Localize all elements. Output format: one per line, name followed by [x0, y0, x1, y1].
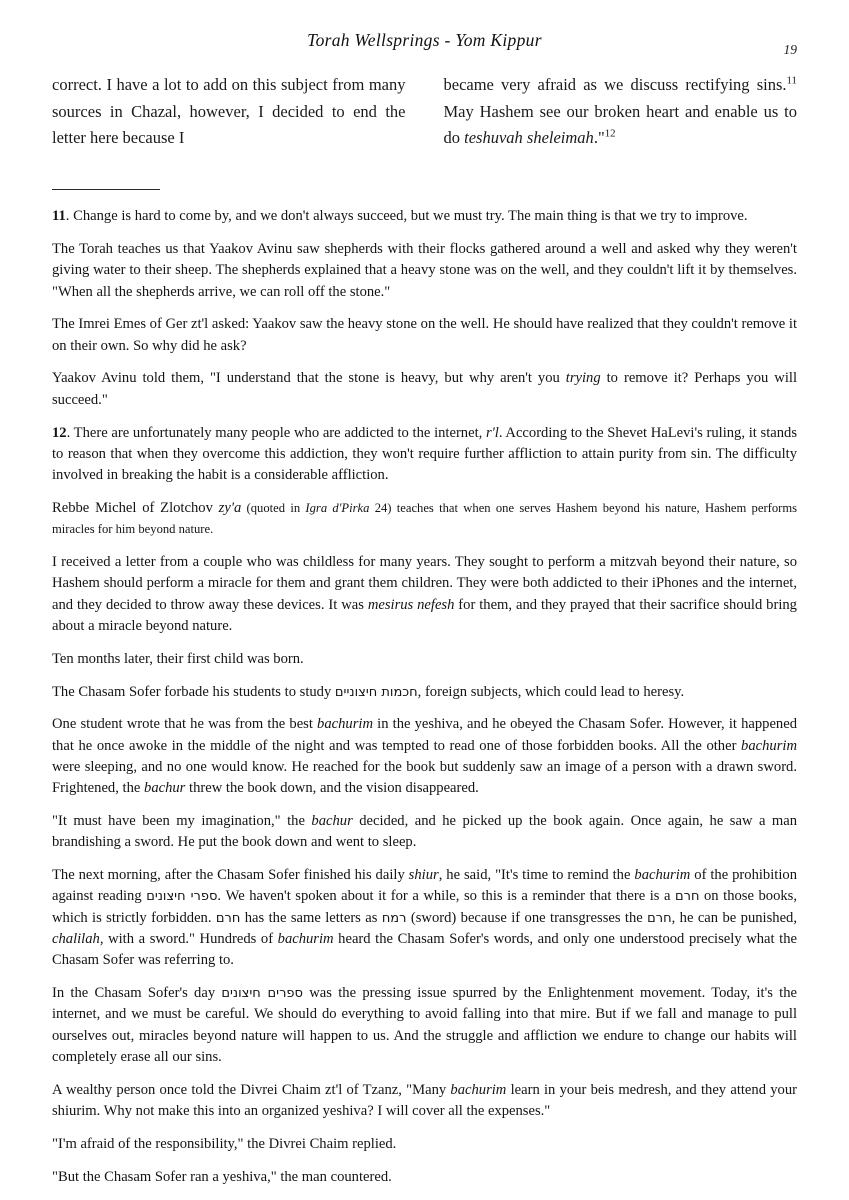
footnote-12-para-2: Rebbe Michel of Zlotchov zy'a (quoted in Igra d'Pirka 24) teaches that when one serves Hashem beyond his nature, Hashem performs miracles for him beyond nature.	[52, 499, 798, 537]
page-number: 19	[783, 42, 797, 57]
footnote-11-para-2: The Torah teaches us that Yaakov Avinu saw shepherds with their flocks gathered around a well and asked why they weren't giving water to their sheep. The shepherds explained that a heavy stone was on the well, and they couldn't lift it by themselves. "When all the shepherds arrive, we can roll off the stone."	[52, 240, 797, 300]
footnote-12-para-5: The Chasam Sofer forbade his students to study חכמות חיצוניים, foreign subjects, which could lead to heresy.	[52, 683, 685, 700]
footnote-12-para-1: 12. There are unfortunately many people who are addicted to the internet, r'l. According to the Shevet HaLevi's ruling, it stands to reason that when they overcome this addiction, they won't require further affliction to attain purity from sin. The difficulty involved in breaking the habit is a considerable affliction.	[52, 424, 797, 484]
main-text-columns	[52, 72, 797, 152]
hebrew-phrase: חרם	[647, 910, 672, 926]
hebrew-phrase: חרם	[215, 910, 241, 926]
hebrew-phrase: ספרים חיצונים	[221, 986, 303, 1002]
footnote-11-para-1: 11. Change is hard to come by, and we don't always succeed, but we must try. The main thing is that we try to improve.	[52, 208, 748, 225]
italic-term: teshuvah sheleimah	[464, 128, 594, 148]
footnote-12-para-4: Ten months later, their first child was born.	[52, 650, 304, 667]
footnote-number: 11	[52, 208, 66, 225]
footnote-12-para-8: The next morning, after the Chasam Sofer finished his daily shiur, he said, "It's time to remind the bachurim of the prohibition against reading ספרי חיצונים. We haven't spoken about it for a while, so this is a reminder that there is a חרם on those books, which is strictly forbidden. חרם has the same letters as רמח (sword) because if one transgresses the חרם, he can be punished, chalilah, with a sword." Hundreds of bachurim heard the Chasam Sofer's words, and only one understood precisely what the Chasam Sofer was referring to.	[52, 867, 797, 969]
footnote-12-para-7: "It must have been my imagination," the bachur decided, and he picked up the book again. Once again, he saw a man brandishing a sword. He put the book down and went to sleep.	[52, 812, 798, 851]
hebrew-phrase: רמח	[381, 910, 407, 926]
paragraph: became very afraid as we discuss rectifying sins.$^{11}$ May Hashem see our broken heart and enable us to do teshuvah sheleimah."$^{12}$	[443, 74, 797, 148]
running-title: Torah Wellsprings - Yom Kippur	[307, 30, 542, 50]
footnote-marker-11: 11	[786, 74, 797, 87]
running-head	[52, 30, 797, 60]
footnote-number: 12	[52, 424, 67, 441]
footnote-12-para-12: "But the Chasam Sofer ran a yeshiva," the man countered.	[52, 1168, 392, 1185]
footnotes-section	[52, 206, 797, 1188]
footnote-12-para-6: One student wrote that he was from the best bachurim in the yeshiva, and he obeyed the Chasam Sofer. However, it happened that he once awoke in the middle of the night and was tempted to read one of those forbidden books. All the other bachurim were sleeping, and no one would know. He reached for the book but suddenly saw an image of a person with a drawn sword. Frightened, the bachur threw the book down, and the vision disappeared.	[52, 716, 797, 797]
footnote-12-para-11: "I'm afraid of the responsibility," the Divrei Chaim replied.	[52, 1135, 397, 1152]
footnote-11-para-3: The Imrei Emes of Ger zt'l asked: Yaakov saw the heavy stone on the well. He should have realized that they couldn't remove it on their own. So why did he ask?	[52, 316, 797, 354]
hebrew-phrase: חכמות חיצוניים	[334, 684, 418, 700]
footnote-12-para-9: In the Chasam Sofer's day ספרים חיצונים was the pressing issue spurred by the Enlightenment movement. Today, it's the internet, and we must be careful. We should do everything to avoid falling into that mire. But if we fall and manage to pull ourselves out, miracles beyond nature will happen to us. And the struggle and affliction we endure to change our habits will completely erase all our sins.	[52, 985, 798, 1065]
hebrew-phrase: חרם	[675, 889, 700, 905]
column-right	[444, 72, 798, 152]
footnote-12-para-10: A wealthy person once told the Divrei Chaim zt'l of Tzanz, "Many bachurim learn in your beis medresh, and they attend your shiurim. Why not make this into an organized yeshiva? I will cover all the expenses."	[52, 1081, 797, 1120]
footnote-12-para-3: I received a letter from a couple who was childless for many years. They sought to perform a mitzvah beyond their nature, so Hashem should perform a miracle for them and grant them children. They were both addicted to their iPhones and the internet, and they decided to throw away these devices. It was mesirus nefesh for them, and they prayed that their sacrifice should bring about a miracle beyond nature.	[52, 554, 797, 634]
column-left	[52, 72, 406, 152]
footnote-marker-12: 12	[604, 127, 616, 140]
paragraph: correct. I have a lot to add on this subject from many sources in Chazal, however, I decided to end the letter here because I	[52, 75, 406, 148]
footnote-separator-rule	[52, 189, 160, 190]
hebrew-phrase: ספרי חיצונים	[146, 889, 218, 905]
footnote-11-para-4: Yaakov Avinu told them, "I understand that the stone is heavy, but why aren't you trying to remove it? Perhaps you will succeed."	[52, 370, 797, 408]
